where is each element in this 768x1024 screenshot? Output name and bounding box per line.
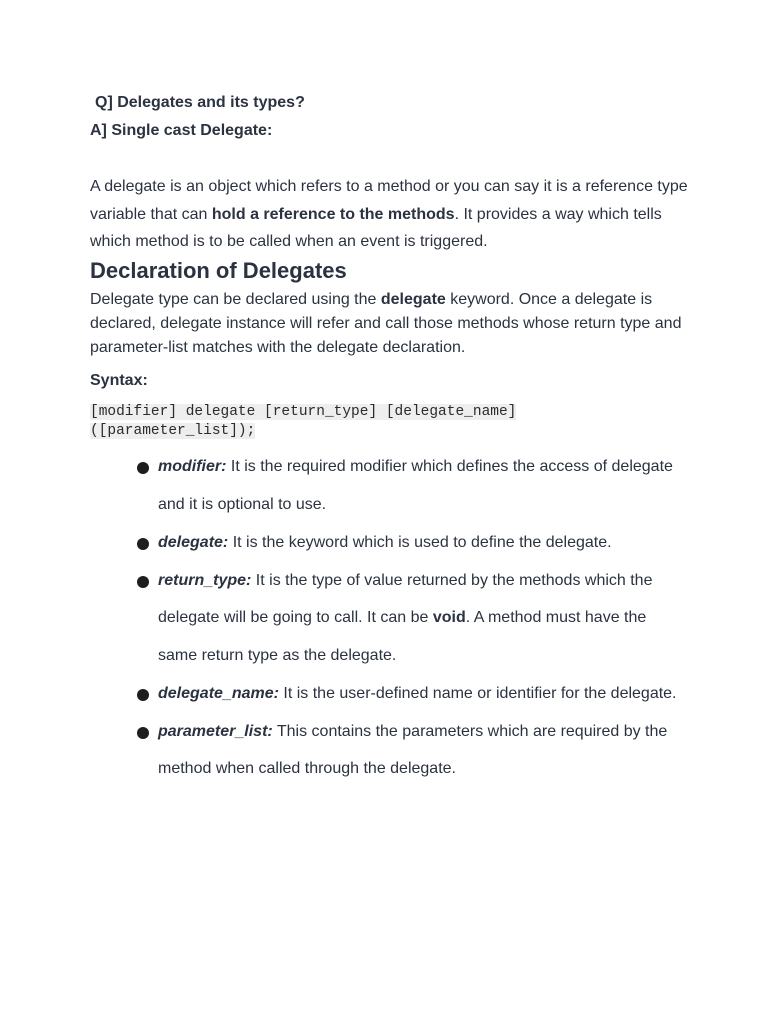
intro-text-2: . It provides a way which tells which method is to be called when an event is triggered.	[90, 205, 662, 250]
term-delegate-name: delegate_name:	[158, 684, 279, 702]
description-text-2: keyword. Once a delegate is declared, delegate instance will refer and call those methods whose return type and parameter-list matches with the delegate declaration.	[90, 291, 682, 356]
term-return-type: return_type:	[158, 571, 252, 589]
term-parameter-list: parameter_list:	[158, 722, 273, 740]
list-item-return-type	[158, 562, 688, 675]
code-line-2: ([parameter_list]);	[90, 423, 256, 439]
list-item-modifier	[158, 448, 688, 523]
bullet-bold-void: void	[432, 609, 466, 626]
bullet-icon	[137, 727, 149, 739]
bullet-icon	[137, 576, 149, 588]
description-paragraph	[90, 288, 690, 360]
intro-bold-text: hold a reference to the methods	[211, 205, 455, 223]
syntax-code-block	[90, 403, 516, 441]
bullet-text-delegate-name: It is the user-defined name or identifier for the delegate.	[278, 684, 677, 702]
bullet-icon	[137, 689, 149, 701]
term-delegate: delegate:	[158, 533, 229, 551]
list-item-delegate-name	[158, 675, 688, 713]
bullet-text-return-type-1: It is the type of value returned by the methods which the delegate will be going to call. It can be	[158, 571, 653, 626]
bullet-text-return-type-2: . A method must have the same return type as the delegate.	[158, 609, 647, 664]
description-bold-keyword: delegate	[380, 291, 446, 308]
list-item-delegate	[158, 524, 688, 562]
bullet-text-delegate: It is the keyword which is used to define the delegate.	[228, 533, 612, 551]
bullet-text-modifier: It is the required modifier which defines the access of delegate and it is optional to use.	[158, 458, 673, 513]
question-heading: Q] Delegates and its types?	[95, 94, 305, 111]
intro-text-1: A delegate is an object which refers to a method or you can say it is a reference type variable that can	[90, 178, 688, 223]
bullet-text-parameter-list: This contains the parameters which are required by the method when called through the delegate.	[158, 722, 668, 777]
answer-heading: A] Single cast Delegate:	[90, 122, 273, 139]
bullet-icon	[137, 462, 149, 474]
code-line-1: [modifier] delegate [return_type] [delegate_name]	[90, 404, 517, 420]
parameter-list	[158, 448, 688, 788]
intro-paragraph	[90, 173, 690, 256]
description-text-1: Delegate type can be declared using the	[90, 291, 381, 308]
bullet-icon	[137, 538, 149, 550]
syntax-label: Syntax:	[90, 372, 148, 389]
term-modifier: modifier:	[158, 458, 227, 475]
list-item-parameter-list	[158, 713, 688, 788]
section-heading: Declaration of Delegates	[90, 258, 347, 283]
